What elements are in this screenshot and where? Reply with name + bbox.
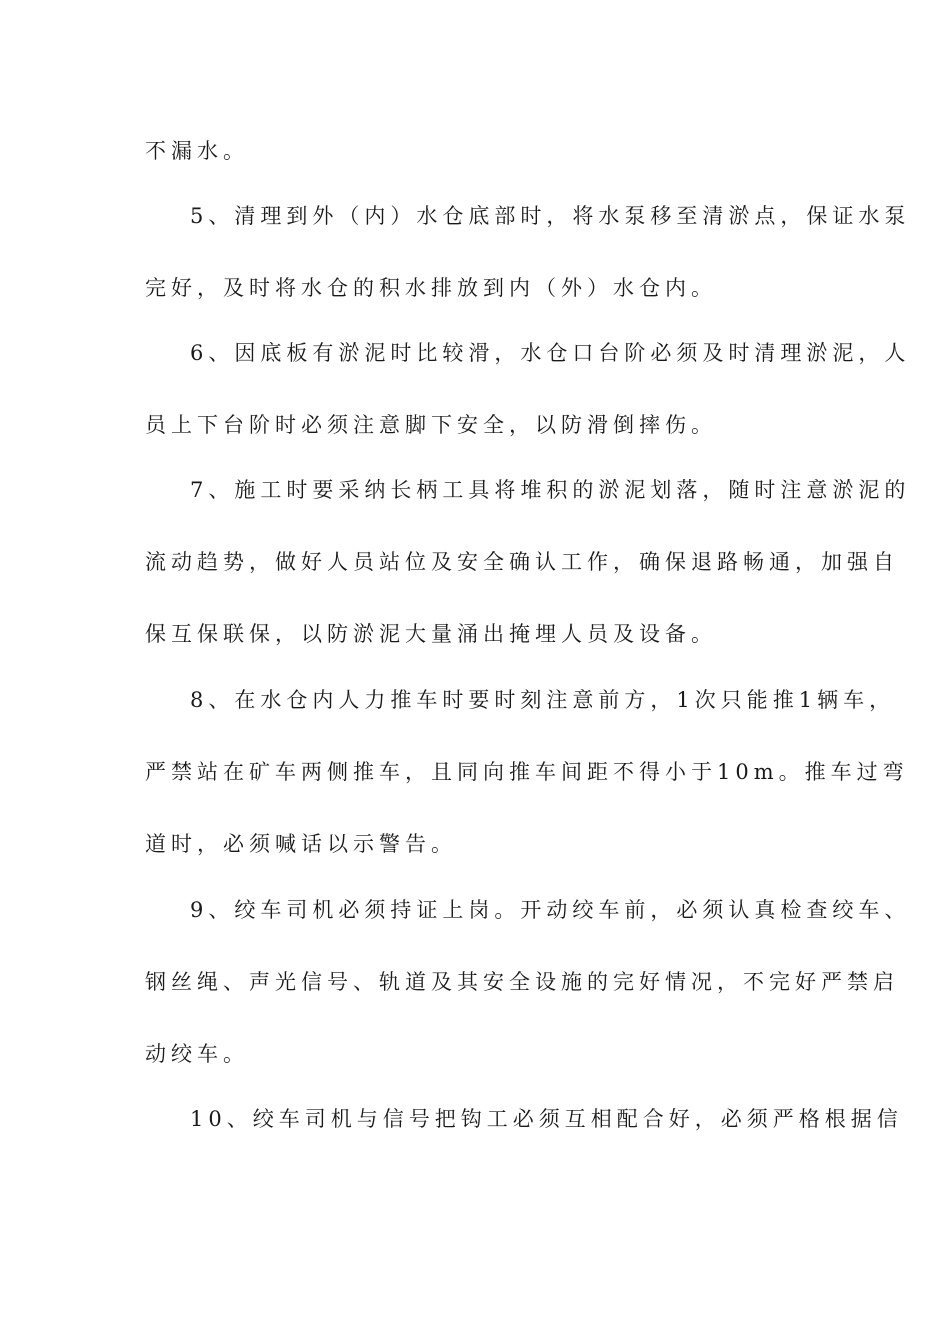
text-line-2: 5、清理到外（内）水仓底部时，将水泵移至清淤点，保证水泵 [190, 204, 911, 228]
text-line-13: 钢丝绳、声光信号、轨道及其安全设施的完好情况，不完好严禁启 [145, 970, 899, 994]
text-line-5: 员上下台阶时必须注意脚下安全，以防滑倒摔伤。 [145, 413, 717, 437]
text-line-12: 9、绞车司机必须持证上岗。开动绞车前，必须认真检查绞车、 [190, 898, 911, 922]
text-line-7: 流动趋势，做好人员站位及安全确认工作，确保退路畅通，加强自 [145, 550, 899, 574]
text-line-8: 保互保联保，以防淤泥大量涌出掩埋人员及设备。 [145, 622, 717, 646]
text-line-6: 7、施工时要采纳长柄工具将堆积的淤泥划落，随时注意淤泥的 [190, 478, 911, 502]
text-line-9: 8、在水仓内人力推车时要时刻注意前方，1次只能推1辆车， [190, 688, 896, 712]
text-line-1: 不漏水。 [145, 139, 249, 163]
text-line-10: 严禁站在矿车两侧推车，且同向推车间距不得小于10m。推车过弯 [145, 760, 909, 784]
text-line-15: 10、绞车司机与信号把钩工必须互相配合好，必须严格根据信 [190, 1107, 903, 1131]
text-line-3: 完好，及时将水仓的积水排放到内（外）水仓内。 [145, 276, 717, 300]
text-line-4: 6、因底板有淤泥时比较滑，水仓口台阶必须及时清理淤泥，人 [190, 341, 911, 365]
text-line-11: 道时，必须喊话以示警告。 [145, 832, 457, 856]
text-line-14: 动绞车。 [145, 1042, 249, 1066]
